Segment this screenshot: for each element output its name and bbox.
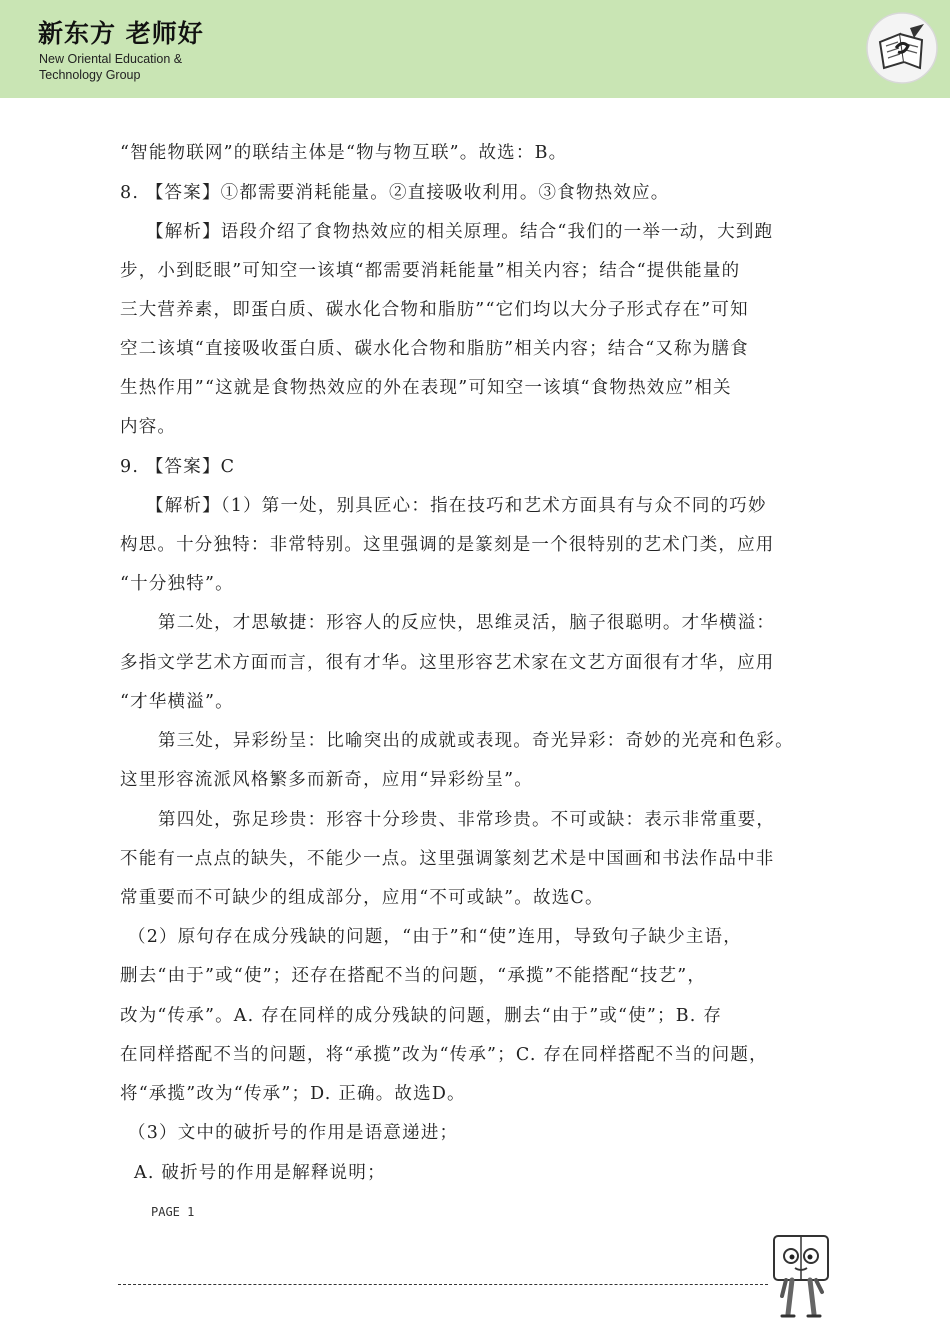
text-line: “才华横溢”。 bbox=[120, 692, 234, 712]
text-line: 生热作用”“这就是食物热效应的外在表现”可知空一该填“食物热效应”相关 bbox=[120, 378, 732, 398]
text-line: 步，小到眨眼”可知空一该填“都需要消耗能量”相关内容；结合“提供能量的 bbox=[120, 261, 741, 281]
text-line: “智能物联网”的联结主体是“物与物互联”。故选：B。 bbox=[120, 143, 568, 163]
page-number: PAGE 1 bbox=[151, 1205, 195, 1219]
text-line: 三大营养素，即蛋白质、碳水化合物和脂肪”“它们均以大分子形式存在”可知 bbox=[120, 300, 749, 320]
brand-en-line2: Technology Group bbox=[39, 68, 141, 82]
page-header bbox=[0, 0, 950, 98]
text-line: A. 破折号的作用是解释说明； bbox=[134, 1163, 386, 1183]
text-line: 第三处，异彩纷呈：比喻突出的成就或表现。奇光异彩：奇妙的光亮和色彩。 bbox=[158, 731, 794, 751]
text-line: 多指文学艺术方面而言，很有才华。这里形容艺术家在文艺方面很有才华，应用 bbox=[120, 653, 775, 673]
text-line: 【解析】（1）第一处，别具匠心：指在技巧和艺术方面具有与众不同的巧妙 bbox=[146, 496, 767, 516]
text-line: 不能有一点点的缺失，不能少一点。这里强调篆刻艺术是中国画和书法作品中非 bbox=[120, 849, 775, 869]
text-line: （3）文中的破折号的作用是语意递进； bbox=[128, 1123, 459, 1143]
text-line: 将“承揽”改为“传承”；D. 正确。故选D。 bbox=[120, 1084, 466, 1104]
text-line: 常重要而不可缺少的组成部分，应用“不可或缺”。故选C。 bbox=[120, 888, 604, 908]
text-line: 这里形容流派风格繁多而新奇，应用“异彩纷呈”。 bbox=[120, 770, 533, 790]
brand-name-cn: 新东方 老师好 bbox=[38, 19, 204, 48]
text-line: “十分独特”。 bbox=[120, 574, 234, 594]
brand-en-line1: New Oriental Education & bbox=[39, 52, 183, 66]
brand-name-en bbox=[39, 51, 259, 83]
text-line: 构思。十分独特：非常特别。这里强调的是篆刻是一个很特别的艺术门类，应用 bbox=[120, 535, 775, 555]
text-line: 【解析】语段介绍了食物热效应的相关原理。结合“我们的一举一动，大到跑 bbox=[146, 222, 774, 242]
reading-book-mascot-icon bbox=[766, 1230, 836, 1320]
text-line: 改为“传承”。A. 存在同样的成分残缺的问题，删去“由于”或“使”；B. 存 bbox=[120, 1006, 723, 1026]
text-line: （2）原句存在成分残缺的问题，“由于”和“使”连用，导致句子缺少主语， bbox=[128, 927, 742, 947]
footer-divider bbox=[118, 1284, 768, 1285]
answer-line-q9: 9. 【答案】C bbox=[120, 457, 236, 477]
text-line: 删去“由于”或“使”；还存在搭配不当的问题，“承揽”不能搭配“技艺”， bbox=[120, 966, 707, 986]
text-line: 第二处，才思敏捷：形容人的反应快，思维灵活，脑子很聪明。才华横溢： bbox=[158, 613, 776, 633]
text-line: 空二该填“直接吸收蛋白质、碳水化合物和脂肪”相关内容；结合“又称为膳食 bbox=[120, 339, 749, 359]
text-line: 内容。 bbox=[120, 417, 177, 437]
text-line: 在同样搭配不当的问题，将“承揽”改为“传承”；C. 存在同样搭配不当的问题， bbox=[120, 1045, 768, 1065]
book-pen-logo-icon bbox=[866, 12, 938, 84]
answer-line-q8: 8. 【答案】①都需要消耗能量。②直接吸收利用。③食物热效应。 bbox=[120, 183, 670, 203]
text-line: 第四处，弥足珍贵：形容十分珍贵、非常珍贵。不可或缺：表示非常重要， bbox=[158, 810, 776, 830]
